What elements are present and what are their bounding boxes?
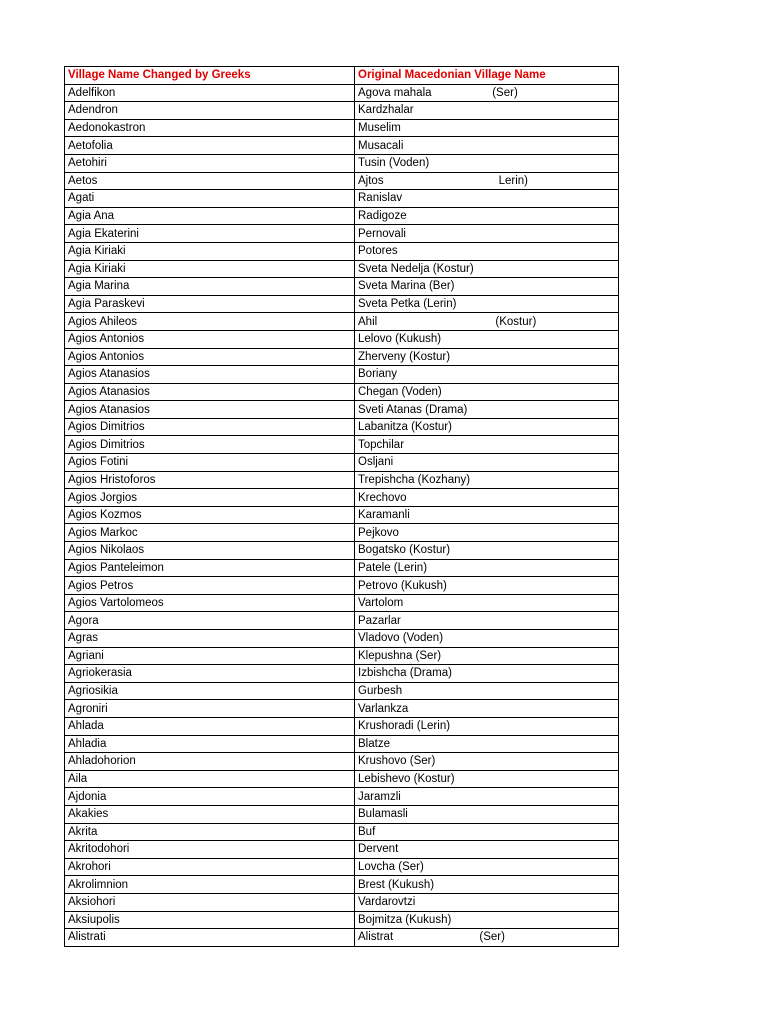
table-body — [65, 84, 619, 946]
macedonian-name-cell: Lebishevo (Kostur) — [355, 770, 619, 788]
table-row — [65, 594, 619, 612]
table-row — [65, 137, 619, 155]
macedonian-name-cell: Ranislav — [355, 190, 619, 208]
greek-name-cell: Agriani — [65, 647, 355, 665]
table-row — [65, 753, 619, 771]
greek-name-cell: Agios Atanasios — [65, 366, 355, 384]
macedonian-name-cell: Dervent — [355, 841, 619, 859]
macedonian-name-cell: Vardarovtzi — [355, 893, 619, 911]
macedonian-name-cell: Tusin (Voden) — [355, 154, 619, 172]
macedonian-name-cell: Izbishcha (Drama) — [355, 665, 619, 683]
greek-name-cell: Agios Fotini — [65, 454, 355, 472]
macedonian-name-cell: Ajtos Lerin) — [355, 172, 619, 190]
greek-name-cell: Aksiupolis — [65, 911, 355, 929]
table-row — [65, 366, 619, 384]
table-row — [65, 242, 619, 260]
table-row — [65, 172, 619, 190]
greek-name-cell: Agios Panteleimon — [65, 559, 355, 577]
greek-name-cell: Aedonokastron — [65, 119, 355, 137]
greek-name-cell: Aila — [65, 770, 355, 788]
macedonian-name-cell: Patele (Lerin) — [355, 559, 619, 577]
greek-name-cell: Alistrati — [65, 929, 355, 947]
table-row — [65, 700, 619, 718]
macedonian-name-cell: Klepushna (Ser) — [355, 647, 619, 665]
greek-name-cell: Aetohiri — [65, 154, 355, 172]
greek-name-cell: Agia Kiriaki — [65, 242, 355, 260]
table-row — [65, 823, 619, 841]
macedonian-name-cell: Boriany — [355, 366, 619, 384]
table-row — [65, 911, 619, 929]
macedonian-name-cell: Bogatsko (Kostur) — [355, 542, 619, 560]
greek-name-cell: Agios Kozmos — [65, 506, 355, 524]
macedonian-name-cell: Zherveny (Kostur) — [355, 348, 619, 366]
greek-name-cell: Aetos — [65, 172, 355, 190]
greek-name-cell: Ahladia — [65, 735, 355, 753]
greek-name-cell: Agios Markoc — [65, 524, 355, 542]
greek-name-cell: Adelfikon — [65, 84, 355, 102]
macedonian-name-cell: Vladovo (Voden) — [355, 630, 619, 648]
table-row — [65, 383, 619, 401]
macedonian-name-cell: Chegan (Voden) — [355, 383, 619, 401]
macedonian-name-cell: Bojmitza (Kukush) — [355, 911, 619, 929]
macedonian-name-cell: Radigoze — [355, 207, 619, 225]
macedonian-name-cell: Topchilar — [355, 436, 619, 454]
greek-name-cell: Ajdonia — [65, 788, 355, 806]
table-row — [65, 665, 619, 683]
table-row — [65, 278, 619, 296]
table-row — [65, 207, 619, 225]
table-row — [65, 788, 619, 806]
greek-name-cell: Akakies — [65, 805, 355, 823]
table-row — [65, 841, 619, 859]
table-row — [65, 524, 619, 542]
macedonian-name-cell: Vartolom — [355, 594, 619, 612]
table-row — [65, 630, 619, 648]
table-row — [65, 858, 619, 876]
greek-name-cell: Agios Vartolomeos — [65, 594, 355, 612]
greek-name-cell: Agia Paraskevi — [65, 295, 355, 313]
greek-name-cell: Agriosikia — [65, 682, 355, 700]
table-row — [65, 559, 619, 577]
macedonian-name-cell: Jaramzli — [355, 788, 619, 806]
macedonian-name-cell: Varlankza — [355, 700, 619, 718]
macedonian-name-cell: Labanitza (Kostur) — [355, 418, 619, 436]
greek-name-cell: Agios Antonios — [65, 348, 355, 366]
greek-name-cell: Aetofolia — [65, 137, 355, 155]
greek-name-cell: Agati — [65, 190, 355, 208]
greek-name-cell: Agroniri — [65, 700, 355, 718]
table-row — [65, 876, 619, 894]
table-row — [65, 102, 619, 120]
table-row — [65, 489, 619, 507]
table-row — [65, 330, 619, 348]
macedonian-name-cell: Sveti Atanas (Drama) — [355, 401, 619, 419]
macedonian-name-cell: Sveta Petka (Lerin) — [355, 295, 619, 313]
table-row — [65, 647, 619, 665]
greek-name-cell: Agia Marina — [65, 278, 355, 296]
macedonian-name-cell: Alistrat (Ser) — [355, 929, 619, 947]
macedonian-name-cell: Agova mahala (Ser) — [355, 84, 619, 102]
table-row — [65, 418, 619, 436]
table-row — [65, 190, 619, 208]
table-row — [65, 577, 619, 595]
table-row — [65, 401, 619, 419]
macedonian-name-cell: Pazarlar — [355, 612, 619, 630]
table-row — [65, 612, 619, 630]
greek-name-cell: Akrohori — [65, 858, 355, 876]
greek-name-cell: Agia Ekaterini — [65, 225, 355, 243]
table-row — [65, 542, 619, 560]
table-row — [65, 119, 619, 137]
greek-name-cell: Akrita — [65, 823, 355, 841]
macedonian-name-cell: Lelovo (Kukush) — [355, 330, 619, 348]
macedonian-name-cell: Lovcha (Ser) — [355, 858, 619, 876]
macedonian-name-cell: Ahil (Kostur) — [355, 313, 619, 331]
greek-name-cell: Akrolimnion — [65, 876, 355, 894]
greek-name-cell: Agios Atanasios — [65, 401, 355, 419]
table-row — [65, 84, 619, 102]
table-row — [65, 893, 619, 911]
macedonian-name-cell: Trepishcha (Kozhany) — [355, 471, 619, 489]
greek-name-cell: Agriokerasia — [65, 665, 355, 683]
greek-name-cell: Agios Jorgios — [65, 489, 355, 507]
greek-name-cell: Ahladohorion — [65, 753, 355, 771]
greek-name-cell: Agios Ahileos — [65, 313, 355, 331]
greek-name-cell: Agios Antonios — [65, 330, 355, 348]
macedonian-name-cell: Blatze — [355, 735, 619, 753]
header-greek-name: Village Name Changed by Greeks — [65, 67, 355, 85]
macedonian-name-cell: Brest (Kukush) — [355, 876, 619, 894]
table-row — [65, 225, 619, 243]
macedonian-name-cell: Karamanli — [355, 506, 619, 524]
table-row — [65, 260, 619, 278]
greek-name-cell: Akritodohori — [65, 841, 355, 859]
spreadsheet — [64, 66, 618, 947]
macedonian-name-cell: Buf — [355, 823, 619, 841]
macedonian-name-cell: Musacali — [355, 137, 619, 155]
greek-name-cell: Agios Dimitrios — [65, 436, 355, 454]
macedonian-name-cell: Pernovali — [355, 225, 619, 243]
table-row — [65, 929, 619, 947]
table-row — [65, 454, 619, 472]
macedonian-name-cell: Sveta Nedelja (Kostur) — [355, 260, 619, 278]
header-row — [65, 67, 619, 85]
macedonian-name-cell: Krushoradi (Lerin) — [355, 717, 619, 735]
table-row — [65, 770, 619, 788]
table-row — [65, 717, 619, 735]
table-row — [65, 471, 619, 489]
greek-name-cell: Agios Petros — [65, 577, 355, 595]
greek-name-cell: Agios Dimitrios — [65, 418, 355, 436]
greek-name-cell: Agora — [65, 612, 355, 630]
table-row — [65, 805, 619, 823]
macedonian-name-cell: Krushovo (Ser) — [355, 753, 619, 771]
greek-name-cell: Agios Nikolaos — [65, 542, 355, 560]
greek-name-cell: Aksiohori — [65, 893, 355, 911]
table-row — [65, 682, 619, 700]
macedonian-name-cell: Osljani — [355, 454, 619, 472]
macedonian-name-cell: Muselim — [355, 119, 619, 137]
macedonian-name-cell: Bulamasli — [355, 805, 619, 823]
table-row — [65, 436, 619, 454]
table-row — [65, 506, 619, 524]
macedonian-name-cell: Sveta Marina (Ber) — [355, 278, 619, 296]
macedonian-name-cell: Petrovo (Kukush) — [355, 577, 619, 595]
village-names-table — [64, 66, 619, 947]
macedonian-name-cell: Krechovo — [355, 489, 619, 507]
macedonian-name-cell: Potores — [355, 242, 619, 260]
table-row — [65, 348, 619, 366]
greek-name-cell: Agia Kiriaki — [65, 260, 355, 278]
greek-name-cell: Agios Hristoforos — [65, 471, 355, 489]
macedonian-name-cell: Kardzhalar — [355, 102, 619, 120]
greek-name-cell: Agios Atanasios — [65, 383, 355, 401]
macedonian-name-cell: Gurbesh — [355, 682, 619, 700]
macedonian-name-cell: Pejkovo — [355, 524, 619, 542]
greek-name-cell: Ahlada — [65, 717, 355, 735]
table-row — [65, 735, 619, 753]
table-row — [65, 313, 619, 331]
greek-name-cell: Adendron — [65, 102, 355, 120]
header-macedonian-name: Original Macedonian Village Name — [355, 67, 619, 85]
greek-name-cell: Agras — [65, 630, 355, 648]
table-row — [65, 154, 619, 172]
table-row — [65, 295, 619, 313]
greek-name-cell: Agia Ana — [65, 207, 355, 225]
